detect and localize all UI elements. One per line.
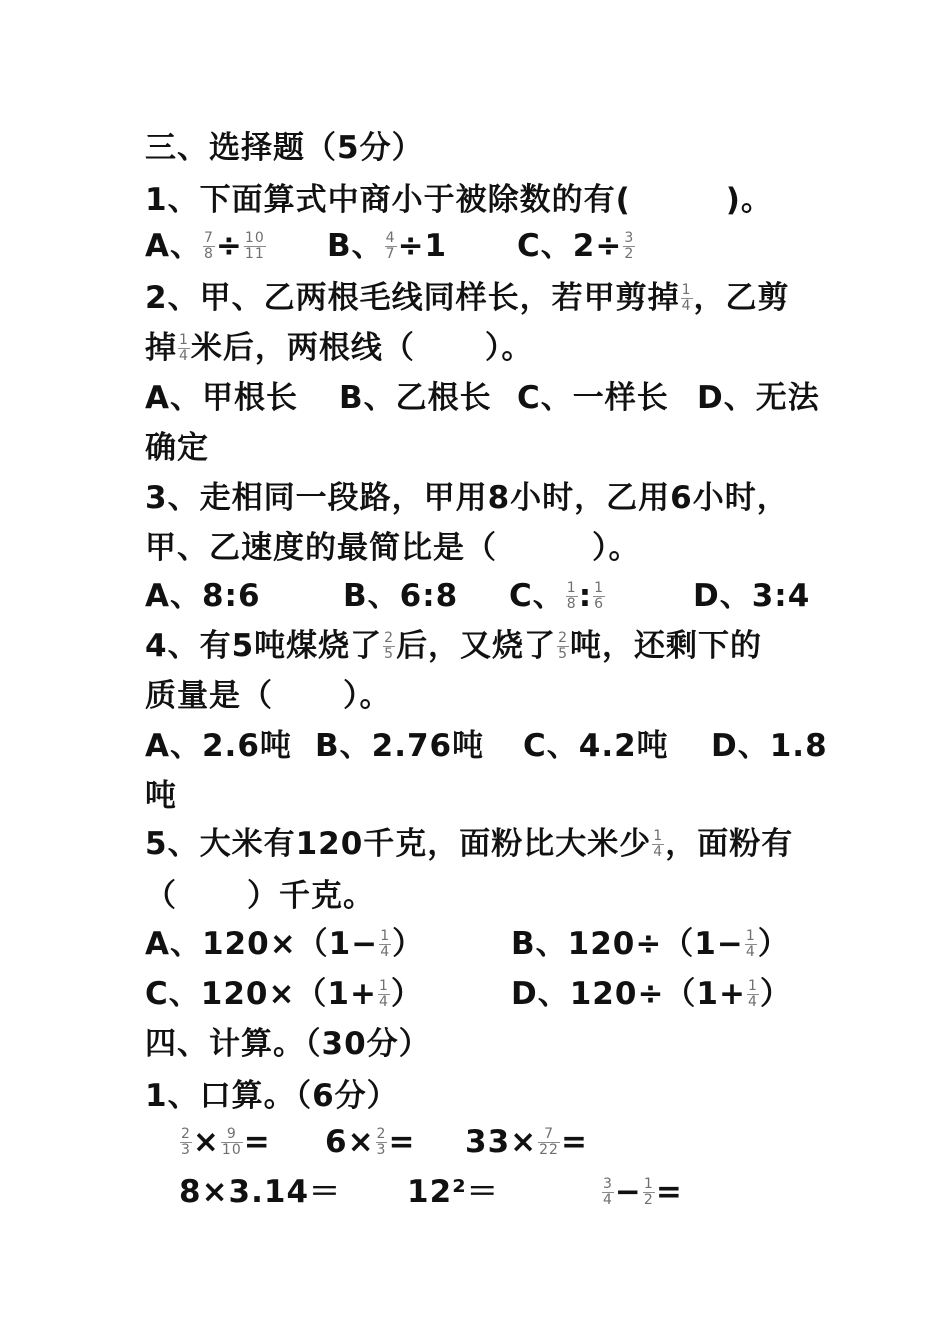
equals-sign: = bbox=[243, 1124, 271, 1160]
q3-option-c[interactable] bbox=[509, 572, 606, 620]
operator: ÷ bbox=[215, 228, 243, 264]
q4-stem-end: ）。 bbox=[343, 678, 392, 714]
fraction bbox=[652, 829, 664, 860]
numerator: 2 bbox=[384, 630, 395, 646]
q4-option-d-wrap: 吨 bbox=[145, 778, 177, 814]
oral-calc-item-3 bbox=[465, 1118, 588, 1166]
q2-option-d-wrap: 确定 bbox=[145, 430, 209, 466]
q3-stem-text: 甲、乙速度的最简比是（ bbox=[145, 530, 497, 566]
option-label: A、 bbox=[145, 228, 202, 264]
section-4-sub1-title bbox=[145, 1072, 399, 1120]
q5-stem-line1 bbox=[145, 820, 793, 868]
q2-stem-text-end: ，乙剪 bbox=[693, 280, 790, 316]
option-expression: B、120÷（1− bbox=[511, 926, 744, 962]
numerator: 1 bbox=[747, 978, 758, 994]
denominator: 3 bbox=[181, 1142, 191, 1158]
expression: 33× bbox=[465, 1124, 538, 1160]
numerator: 1 bbox=[566, 580, 577, 596]
numerator: 2 bbox=[558, 630, 568, 646]
equals-sign: = bbox=[655, 1174, 683, 1210]
q1-option-a[interactable] bbox=[145, 222, 267, 270]
q2-stem-line2 bbox=[145, 324, 533, 372]
fraction bbox=[602, 1177, 614, 1208]
q2-option-c[interactable]: C、一样长 bbox=[517, 380, 669, 416]
numerator: 1 bbox=[594, 580, 605, 596]
denominator: 4 bbox=[179, 348, 189, 364]
fraction bbox=[566, 581, 578, 612]
denominator: 8 bbox=[566, 596, 577, 612]
numerator: 1 bbox=[643, 1176, 654, 1192]
operator: × bbox=[192, 1124, 220, 1160]
q2-stem-text: 2、甲、乙两根毛线同样长，若甲剪掉 bbox=[145, 280, 680, 316]
denominator: 7 bbox=[385, 246, 396, 262]
denominator: 4 bbox=[380, 944, 391, 960]
expression: 6× bbox=[325, 1124, 375, 1160]
fraction bbox=[623, 231, 635, 262]
fraction bbox=[681, 283, 693, 314]
numerator: 1 bbox=[378, 978, 389, 994]
denominator: 4 bbox=[747, 994, 758, 1010]
option-expression-end: ） bbox=[392, 926, 425, 962]
numerator: 1 bbox=[681, 282, 692, 298]
denominator: 4 bbox=[745, 944, 756, 960]
q5-stem-text: （ bbox=[145, 878, 177, 914]
option-expression: D、120÷（1+ bbox=[511, 976, 746, 1012]
operator: − bbox=[614, 1174, 642, 1210]
q4-option-wrap bbox=[145, 772, 177, 820]
denominator: 2 bbox=[624, 246, 635, 262]
q5-stem-end: ）千克。 bbox=[247, 878, 375, 914]
fraction bbox=[538, 1127, 560, 1158]
numerator: 1 bbox=[179, 332, 189, 348]
oral-calc-item-4: 8×3.14＝ bbox=[179, 1174, 342, 1210]
ratio-colon: : bbox=[578, 578, 593, 614]
denominator: 11 bbox=[244, 246, 265, 262]
q4-stem-line2 bbox=[145, 672, 392, 720]
numerator: 4 bbox=[385, 230, 396, 246]
q2-stem-text: 掉 bbox=[145, 330, 177, 366]
q2-option-b[interactable]: B、乙根长 bbox=[339, 380, 492, 416]
oral-calc-item-1 bbox=[179, 1118, 271, 1166]
option-expression-end: ） bbox=[759, 976, 792, 1012]
numerator: 9 bbox=[221, 1127, 243, 1143]
fraction bbox=[557, 631, 569, 662]
q4-option-c[interactable]: C、4.2吨 bbox=[523, 728, 669, 764]
q3-option-b[interactable]: B、6:8 bbox=[343, 578, 459, 614]
q5-stem-text: 5、大米有120千克，面粉比大米少 bbox=[145, 826, 652, 862]
q3-stem-line2 bbox=[145, 524, 641, 572]
q1-stem-text: 1、下面算式中商小于被除数的有( bbox=[145, 182, 631, 218]
denominator: 4 bbox=[653, 844, 664, 860]
q4-stem-text: 后，又烧了 bbox=[396, 628, 557, 664]
fraction bbox=[745, 929, 757, 960]
denominator: 4 bbox=[378, 994, 389, 1010]
option-expression-end: ） bbox=[757, 926, 790, 962]
q4-stem-line1 bbox=[145, 622, 762, 670]
q1-option-c[interactable] bbox=[517, 222, 636, 270]
numerator: 1 bbox=[380, 928, 391, 944]
q3-option-a[interactable]: A、8:6 bbox=[145, 578, 261, 614]
equals-sign: = bbox=[388, 1124, 416, 1160]
q2-option-wrap bbox=[145, 424, 209, 472]
section-4-title-text: 四、计算。（30分） bbox=[145, 1026, 431, 1062]
numerator: 1 bbox=[653, 828, 664, 844]
fraction bbox=[221, 1127, 243, 1158]
section-4-title bbox=[145, 1020, 431, 1068]
numerator: 7 bbox=[204, 230, 214, 246]
fraction bbox=[378, 979, 390, 1010]
q4-stem-text: 吨，还剩下的 bbox=[569, 628, 762, 664]
option-label: C、 bbox=[517, 228, 573, 264]
option-expression: 2÷ bbox=[572, 228, 623, 264]
denominator: 8 bbox=[204, 246, 214, 262]
q5-stem-line2 bbox=[145, 872, 375, 920]
q2-option-d[interactable]: D、无法 bbox=[697, 380, 820, 416]
q5-option-a[interactable] bbox=[145, 920, 424, 968]
denominator: 6 bbox=[594, 596, 605, 612]
oral-calc-item-5: 12²＝ bbox=[407, 1174, 499, 1210]
q4-option-a[interactable]: A、2.6吨 bbox=[145, 728, 292, 764]
q3-stem-line1 bbox=[145, 474, 789, 522]
oral-calc-title: 1、口算。（6分） bbox=[145, 1078, 399, 1114]
q3-option-d[interactable]: D、3:4 bbox=[693, 578, 811, 614]
q4-option-b[interactable]: B、2.76吨 bbox=[315, 728, 485, 764]
q2-option-a[interactable]: A、甲根长 bbox=[145, 380, 298, 416]
denominator: 3 bbox=[376, 1142, 387, 1158]
fraction bbox=[593, 581, 605, 612]
q3-stem-end: ）。 bbox=[592, 530, 641, 566]
fraction bbox=[643, 1177, 655, 1208]
option-expression: A、120×（1− bbox=[145, 926, 379, 962]
option-expression: ÷1 bbox=[397, 228, 448, 264]
numerator: 10 bbox=[244, 230, 265, 246]
option-expression-end: ） bbox=[390, 976, 423, 1012]
fraction bbox=[180, 1127, 192, 1158]
denominator: 2 bbox=[643, 1192, 654, 1208]
numerator: 1 bbox=[745, 928, 756, 944]
option-label: C、 bbox=[509, 578, 565, 614]
q2-stem-line1 bbox=[145, 274, 790, 322]
fraction bbox=[383, 631, 395, 662]
q5-stem-text: ，面粉有 bbox=[665, 826, 794, 862]
q1-stem-end: )。 bbox=[725, 182, 773, 218]
fraction bbox=[379, 929, 391, 960]
fraction bbox=[178, 333, 190, 364]
q2-stem-end: ）。 bbox=[484, 330, 534, 366]
fraction bbox=[244, 231, 266, 262]
q3-stem-text: 3、走相同一段路，甲用8小时，乙用6小时， bbox=[145, 480, 789, 516]
denominator: 5 bbox=[558, 646, 568, 662]
q5-option-c[interactable] bbox=[145, 970, 423, 1018]
q4-option-d[interactable]: D、1.8 bbox=[711, 728, 828, 764]
equals-sign: = bbox=[560, 1124, 588, 1160]
section-3-title bbox=[145, 124, 424, 172]
denominator: 22 bbox=[539, 1142, 559, 1158]
q4-stem-text: 4、有5吨煤烧了 bbox=[145, 628, 383, 664]
section-3-title-text: 三、选择题（5分） bbox=[145, 130, 424, 166]
option-label: B、 bbox=[327, 228, 384, 264]
fraction bbox=[376, 1127, 388, 1158]
denominator: 10 bbox=[221, 1142, 242, 1158]
denominator: 4 bbox=[681, 298, 692, 314]
fraction bbox=[385, 231, 397, 262]
fraction bbox=[747, 979, 759, 1010]
numerator: 3 bbox=[624, 230, 635, 246]
denominator: 5 bbox=[384, 646, 395, 662]
q2-stem-text: 米后，两根线（ bbox=[190, 330, 415, 366]
denominator: 4 bbox=[603, 1192, 613, 1208]
q1-option-b[interactable] bbox=[327, 222, 447, 270]
fraction bbox=[203, 231, 215, 262]
q4-stem-text: 质量是（ bbox=[145, 678, 273, 714]
numerator: 2 bbox=[181, 1126, 191, 1142]
numerator: 2 bbox=[376, 1126, 387, 1142]
option-expression: C、120×（1+ bbox=[145, 976, 377, 1012]
numerator: 7 bbox=[538, 1127, 560, 1143]
oral-calc-item-2 bbox=[325, 1118, 415, 1166]
oral-calc-item-6 bbox=[601, 1168, 683, 1216]
numerator: 3 bbox=[603, 1176, 613, 1192]
q1-stem bbox=[145, 176, 773, 224]
q5-option-d[interactable] bbox=[511, 970, 792, 1018]
q5-option-b[interactable] bbox=[511, 920, 790, 968]
